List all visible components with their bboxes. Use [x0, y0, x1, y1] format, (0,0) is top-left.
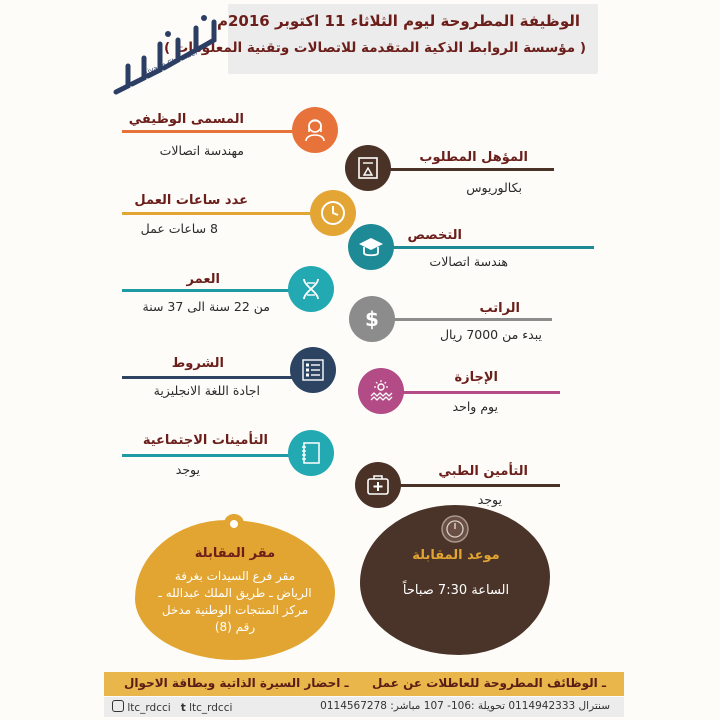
item-value: اجادة اللغة الانجليزية [153, 383, 260, 398]
notebook-icon [298, 440, 324, 466]
checklist-icon [300, 357, 326, 383]
twitter-icon: t [180, 702, 186, 714]
item-title: العمر [186, 272, 220, 287]
interview-place-title: مقر المقابلة [194, 546, 276, 561]
item-title: التأمينات الاجتماعية [142, 433, 268, 448]
item-circle [290, 347, 336, 393]
item-circle [292, 107, 338, 153]
contact-phones: سنترال 0114942333 تحويلة :106- 107 مباشر: 0114567278 [320, 700, 610, 712]
item-circle [288, 430, 334, 476]
riyadh-chamber-logo [108, 14, 228, 104]
item-circle [310, 190, 356, 236]
divider-line [372, 246, 594, 249]
header-company: ( مؤسسة الروابط الذكية المتقدمة للاتصالات وتقنية المعلومات ) [163, 40, 586, 56]
item-circle [348, 224, 394, 270]
certificate-icon [355, 155, 381, 181]
location-pin-icon [222, 512, 246, 542]
item-circle [345, 145, 391, 191]
header-title: الوظيفة المطروحة ليوم الثلاثاء 11 اكتوبر 2016م [216, 12, 580, 30]
item-value: يوجد [477, 492, 502, 507]
divider-line [122, 212, 318, 215]
svg-text:$: $ [365, 307, 379, 331]
address-line: مقر فرع السيدات بغرفة [174, 569, 296, 583]
graduation-cap-icon [357, 234, 385, 260]
medical-kit-icon [365, 472, 391, 498]
item-title: التخصص [407, 228, 462, 243]
dna-icon [298, 276, 324, 302]
sun-sea-icon [368, 378, 394, 404]
instagram-handle[interactable]: ltc_rdcci [127, 702, 171, 714]
item-value: هندسة اتصالات [429, 254, 508, 269]
contact-bar [104, 697, 624, 717]
item-value: بكالوريوس [466, 180, 522, 195]
divider-line [122, 130, 318, 133]
item-circle [288, 266, 334, 312]
item-title: المسمى الوظيفي [128, 112, 244, 127]
address-line: رقم (8) [214, 620, 256, 634]
item-title: الشروط [171, 356, 224, 371]
address-line: مركز المنتجات الوطنية مدخل [161, 603, 309, 617]
interview-time-title: موعد المقابلة [412, 548, 500, 563]
item-circle [355, 462, 401, 508]
footer-notes [104, 672, 624, 696]
item-title: الإجازة [454, 370, 498, 385]
social-handles [112, 700, 232, 714]
item-circle [349, 296, 395, 342]
footer-note-left: ـ احضار السيرة الذاتية وبطاقة الاحوال [124, 676, 349, 690]
divider-line [372, 318, 552, 321]
item-title: عدد ساعات العمل [134, 193, 248, 208]
clock-icon [319, 199, 347, 227]
item-title: المؤهل المطلوب [419, 150, 528, 165]
twitter-handle[interactable]: ltc_rdcci [189, 702, 233, 714]
item-value: من 22 سنة الى 37 سنة [142, 299, 270, 314]
timer-icon [440, 514, 470, 544]
footer-note-right: ـ الوظائف المطروحة للعاطلات عن عمل [371, 676, 606, 690]
item-value: يبدء من 7000 ريال [439, 327, 542, 342]
interview-time-value: الساعة 7:30 صباحاً [402, 583, 510, 598]
item-title: الراتب [479, 301, 520, 316]
logo-caption: Riyadh Chamber [142, 48, 200, 78]
divider-line [372, 168, 554, 171]
address-line: الرياض ـ طريق الملك عبدالله ـ [158, 586, 312, 600]
item-value: 8 ساعات عمل [140, 221, 218, 236]
person-icon [302, 117, 328, 143]
item-value: مهندسة اتصالات [159, 143, 244, 158]
dollar-icon [359, 306, 385, 332]
interview-place-address [136, 568, 334, 636]
item-value: يوم واحد [452, 399, 498, 414]
instagram-icon [112, 700, 124, 712]
item-circle [358, 368, 404, 414]
divider-line [122, 376, 318, 379]
item-value: يوجد [175, 462, 200, 477]
item-title: التأمين الطبي [438, 464, 528, 479]
